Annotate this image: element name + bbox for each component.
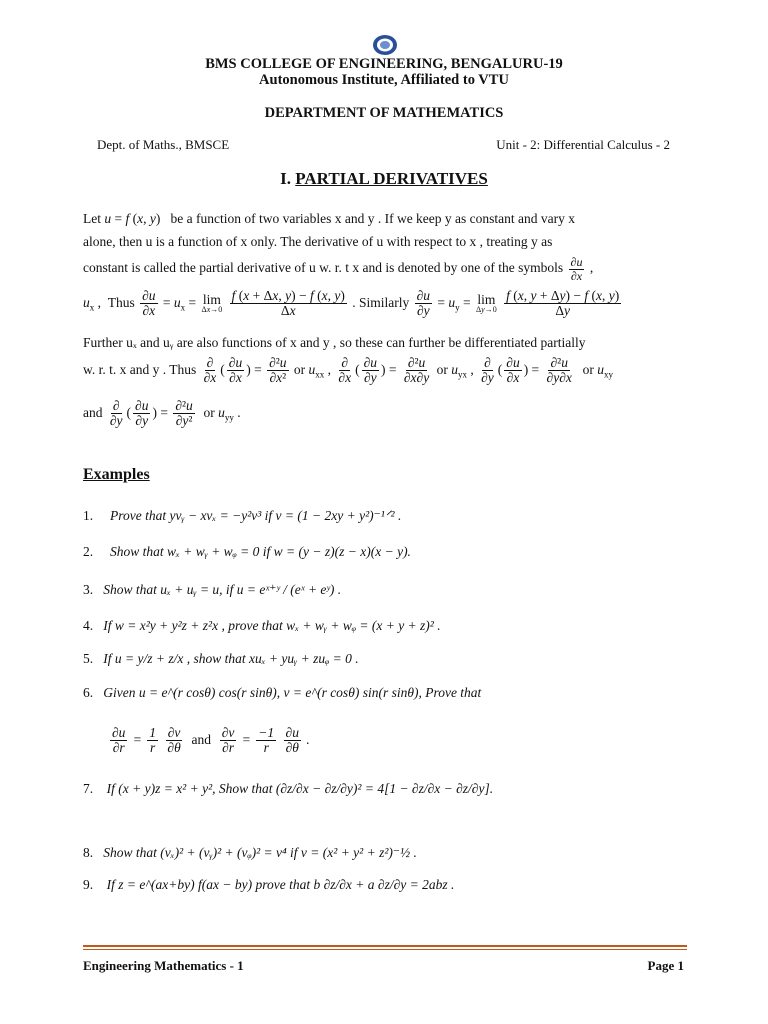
example-number: 6. xyxy=(83,685,94,700)
example-text: If (x + y)z = x² + y², Show that (∂z/∂x − ∂z/∂y)² = 4[1 − ∂z/∂x − ∂z/∂y]. xyxy=(106,781,494,796)
intro-line-6: w. r. t. x and y . Thus $\frac{\partial}{\partial x}$ ( $\frac{\partial u}{\partial x}$ ) = $\frac{\text{∂²u}}{\text{∂x²}}$ or $u_{xx}$ , $\frac{\partial}{\partial x}$ ( $\frac{\partial u}{\partial y}$ ) = $\frac{\text{∂²u}}{\partial x\partial y}$ or $u_{yx}$ , $\frac{\partial}{\partial y}$ ( $\frac{\partial u}{\partial x}$ ) = $\frac{\text{∂²u}}{\partial y\partial x}$ or $u_{xy}$ xyxy=(83,355,614,386)
example-number: 1. xyxy=(83,508,94,523)
example-3 xyxy=(83,582,703,598)
intro-line-1: Let u = f (x, y) be a function of two variables x and y . If we keep y as constant and vary x xyxy=(83,211,576,226)
page-number: Page 1 xyxy=(647,958,684,973)
intro-line-2: alone, then u is a function of x only. The derivative of u with respect to x , treating y as xyxy=(83,234,553,249)
example-6 xyxy=(83,685,703,701)
example-number: 7. xyxy=(83,781,94,796)
example-number: 3. xyxy=(83,582,94,597)
examples-heading: Examples xyxy=(83,466,150,483)
example-2 xyxy=(83,544,703,560)
footer-rule xyxy=(83,945,687,947)
section-name: PARTIAL DERIVATIVES xyxy=(295,169,488,188)
example-text: Show that uₓ + uᵧ = u, if u = eˣ⁺ʸ / (eˣ + eʸ) . xyxy=(103,582,342,597)
example-number: 2. xyxy=(83,544,94,559)
example-text: Show that (vₓ)² + (vᵧ)² + (vᵩ)² = v⁴ if v = (x² + y² + z²)⁻½ . xyxy=(103,845,417,860)
example-text: Given u = e^(r cosθ) cos(r sinθ), v = e^(r cosθ) sin(r sinθ), Prove that xyxy=(103,685,482,700)
intro-line-6-text: w. r. t. x and y . Thus xyxy=(83,361,197,377)
example-4 xyxy=(83,618,703,634)
college-name: BMS COLLEGE OF ENGINEERING, BENGALURU-19 xyxy=(205,56,563,72)
college-affiliation: Autonomous Institute, Affiliated to VTU xyxy=(259,72,509,88)
intro-line-3: constant is called the partial derivative of u w. r. t x and is denoted by one of the symbols $\frac{\partial u}{\partial x}$ , xyxy=(83,255,594,283)
intro-line-5: Further uₓ and uᵧ are also functions of x and y , so these can further be differentiated partially xyxy=(83,335,586,350)
section-number: I. xyxy=(280,169,291,188)
example-6-formula: $\frac{\partial u}{\partial r}$ = $\frac{1}{r}$ $\frac{\partial v}{\partial\theta}$ and $\frac{\partial v}{\partial r}$ = $\frac{-1}{r}$ $\frac{\partial u}{\partial\theta}$ . xyxy=(112,725,310,756)
intro-line-7: and $\frac{\partial}{\partial y}$ ( $\frac{\partial u}{\partial y}$ ) = $\frac{\text{∂²u}}{\text{∂y²}}$ or $u_{yy}$ . xyxy=(83,398,241,429)
example-text: Prove that yvᵧ − xvₓ = −y²v³ if v = (1 − 2xy + y²)⁻¹ᐟ² . xyxy=(110,508,402,523)
example-number: 8. xyxy=(83,845,94,860)
intro-line-4: $u_x$ , Thus $\frac{\partial u}{\partial x}$ = $u_x$ = lim Δx→0 $\frac{f (x + \Delta x, y) - f (x, y)}{\Delta x}$ . Similarly $\frac{\partial u}{\partial y}$ = $u_y$ = lim Δy→0 $\frac{f (x, y + \Delta y) - f (x, y)}{\Delta y}$ xyxy=(83,288,620,319)
example-number: 9. xyxy=(83,877,94,892)
intro-line-3-text: constant is called the partial derivative of u w. r. t x and is denoted by one of the symbols xyxy=(83,260,564,276)
example-number: 4. xyxy=(83,618,94,633)
example-8 xyxy=(83,845,703,861)
college-logo-icon xyxy=(372,34,398,56)
example-text: Show that wₓ + wᵧ + wᵩ = 0 if w = (y − z)(z − x)(x − y). xyxy=(110,544,411,559)
example-text: If w = x²y + y²z + z²x , prove that wₓ + wᵧ + wᵩ = (x + y + z)² . xyxy=(103,618,441,633)
footer-title: Engineering Mathematics - 1 xyxy=(83,958,244,973)
intro-line-1-text: be a function of two variables x and y . If we keep y as constant and vary x xyxy=(170,211,576,226)
example-text: If z = e^(ax+by) f(ax − by) prove that b ∂z/∂x + a ∂z/∂y = 2abz . xyxy=(106,877,455,892)
example-9 xyxy=(83,877,703,893)
footer-rule-thin xyxy=(83,949,687,950)
section-title xyxy=(0,169,768,189)
unit-title: Unit - 2: Differential Calculus - 2 xyxy=(496,137,670,152)
example-1 xyxy=(83,508,703,524)
example-5 xyxy=(83,651,703,667)
example-text: If u = y/z + z/x , show that xuₓ + yuᵧ + zuᵩ = 0 . xyxy=(103,651,359,666)
dept-short: Dept. of Maths., BMSCE xyxy=(97,137,230,152)
example-number: 5. xyxy=(83,651,94,666)
department-title: DEPARTMENT OF MATHEMATICS xyxy=(264,105,504,121)
example-7 xyxy=(83,781,703,797)
